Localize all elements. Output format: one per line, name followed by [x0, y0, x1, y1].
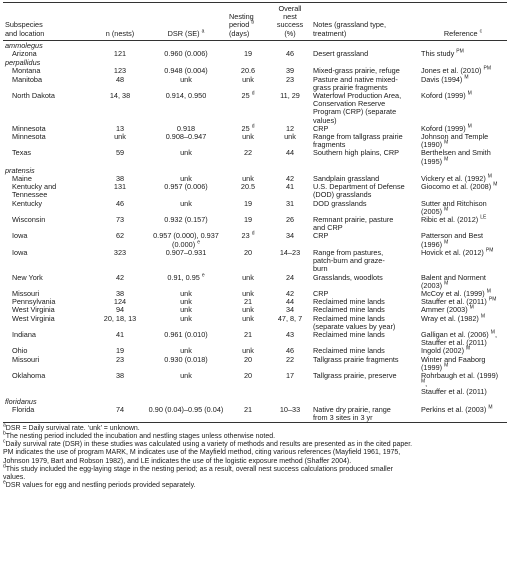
- dsr-cell: 0.948 (0.004): [164, 66, 208, 76]
- reference-cell: McCoy et al. (1999) $^M$: [421, 288, 491, 298]
- period-cell: unk: [242, 272, 254, 282]
- notes-cell: Reclaimed mine lands: [313, 346, 385, 356]
- success-cell: 41: [285, 182, 295, 192]
- reference-cell: Ammer (2003) $^M$: [421, 304, 474, 315]
- location-cell: West Virginia: [12, 305, 55, 315]
- success-cell: 11, 29: [280, 91, 300, 101]
- dsr-cell: 0.930 (0.018): [164, 354, 208, 364]
- dsr-cell: unk: [180, 370, 192, 380]
- reference-cell: Sutter and Ritchison (2005) $^M$: [421, 198, 487, 216]
- n-cell: unk: [114, 132, 126, 142]
- dsr-cell: unk: [180, 174, 192, 184]
- location-cell: Oklahoma: [12, 370, 46, 380]
- success-cell: 44: [285, 297, 295, 307]
- n-cell: 123: [113, 66, 127, 76]
- success-cell: 22: [285, 354, 295, 364]
- location-cell: Iowa: [12, 247, 28, 257]
- reference-cell: Giocomo et al. (2008) $^M$: [421, 181, 498, 192]
- location-cell: Ohio: [12, 346, 28, 356]
- table-row: [3, 406, 507, 423]
- notes-cell: CRP: [313, 231, 329, 241]
- period-cell: 20: [243, 370, 253, 380]
- notes-cell: Reclaimed mine lands: [313, 329, 385, 339]
- location-cell: Missouri: [12, 288, 40, 298]
- dsr-cell: 0.907–0.931: [165, 247, 207, 257]
- n-cell: 94: [115, 305, 125, 315]
- period-cell: 25 $^d$: [241, 123, 255, 133]
- subspecies-name: pratensis: [5, 165, 35, 175]
- location-cell: Kentucky and Tennessee: [12, 182, 57, 200]
- table-row: [3, 315, 507, 331]
- dsr-cell: 0.908–0.947: [165, 132, 207, 142]
- period-cell: 21: [243, 297, 253, 307]
- location-cell: Maine: [12, 174, 32, 184]
- dsr-cell: 0.960 (0.006): [164, 49, 208, 59]
- notes-cell: Pasture and native mixed- grass prairie fragments: [313, 74, 398, 92]
- notes-cell: Desert grassland: [313, 49, 369, 59]
- n-cell: 73: [115, 215, 125, 225]
- location-cell: West Virginia: [12, 313, 55, 323]
- reference-cell: Galligan et al. (2006) $^M$, Stauffer et al. (2011): [421, 329, 497, 348]
- success-cell: 31: [285, 198, 295, 208]
- dsr-cell: 0.932 (0.157): [164, 215, 208, 225]
- notes-cell: Reclaimed mine lands (separate values by year): [313, 313, 396, 331]
- table-row: [3, 200, 507, 216]
- notes-cell: Reclaimed mine lands: [313, 297, 385, 307]
- footnote: $^e$DSR values for egg and nestling periods provided separately.: [3, 479, 196, 489]
- success-cell: 17: [285, 370, 295, 380]
- success-cell: 26: [285, 215, 295, 225]
- notes-cell: Mixed-grass prairie, refuge: [313, 66, 400, 76]
- notes-cell: Range from tallgrass prairie fragments: [313, 132, 403, 150]
- location-cell: Arizona: [12, 49, 37, 59]
- table-row: [3, 331, 507, 347]
- period-cell: unk: [242, 174, 254, 184]
- success-cell: 47, 8, 7: [277, 313, 303, 323]
- header-notes: Notes (grassland type, treatment): [313, 20, 387, 38]
- success-cell: 43: [285, 329, 295, 339]
- table-row: [3, 356, 507, 372]
- n-cell: 13: [115, 123, 125, 133]
- notes-cell: Southern high plains, CRP: [313, 148, 399, 158]
- period-cell: 21: [243, 404, 253, 414]
- n-cell: 42: [115, 272, 125, 282]
- success-cell: 14–23: [279, 247, 301, 257]
- success-cell: 10–33: [279, 404, 301, 414]
- reference-cell: Winter and Faaborg (1999) $^M$: [421, 354, 486, 372]
- table-row: [3, 50, 507, 58]
- dsr-cell: 0.957 (0.006): [164, 182, 208, 192]
- notes-cell: Waterfowl Production Area, Conservation Reserve Program (CRP) (separate values): [313, 91, 402, 125]
- reference-cell: Hovick et al. (2012) $^{PM}$: [421, 247, 494, 257]
- success-cell: 34: [285, 305, 295, 315]
- reference-cell: Wray et al. (1982) $^M$: [421, 313, 486, 323]
- dsr-cell: unk: [180, 148, 192, 158]
- n-cell: 41: [115, 329, 125, 339]
- period-cell: unk: [242, 74, 254, 84]
- reference-cell: Jones et al. (2010) $^{PM}$: [421, 66, 491, 76]
- notes-cell: Sandplain grassland: [313, 174, 380, 184]
- dsr-cell: 0.957 (0.000), 0.937 (0.000) $^e$: [153, 231, 219, 249]
- n-cell: 20, 18, 13: [103, 313, 137, 323]
- header-row: [3, 3, 507, 41]
- n-cell: 38: [115, 174, 125, 184]
- success-cell: 34: [285, 231, 295, 241]
- notes-cell: DOD grasslands: [313, 198, 367, 208]
- success-cell: 23: [285, 74, 295, 84]
- location-cell: Kentucky: [12, 198, 43, 208]
- reference-cell: Berthelsen and Smith (1995) $^M$: [421, 148, 491, 166]
- table-row: [3, 133, 507, 149]
- reference-cell: Balent and Norment (2003) $^M$: [421, 272, 486, 290]
- period-cell: unk: [242, 288, 254, 298]
- notes-cell: Native dry prairie, range from 3 sites in 3 yr: [313, 404, 391, 422]
- notes-cell: Remnant prairie, pasture and CRP: [313, 215, 394, 233]
- table-row: [3, 372, 507, 397]
- n-cell: 124: [113, 297, 127, 307]
- header-period: Nesting period $^b$ (days): [229, 12, 255, 38]
- notes-cell: Tallgrass prairie fragments: [313, 354, 399, 364]
- n-cell: 38: [115, 288, 125, 298]
- location-cell: Wisconsin: [12, 215, 46, 225]
- reference-cell: Vickery et al. (1992) $^M$: [421, 173, 492, 184]
- dsr-cell: 0.914, 0.950: [165, 91, 207, 101]
- reference-cell: Perkins et al. (2003) $^M$: [421, 404, 493, 414]
- period-cell: unk: [242, 305, 254, 315]
- notes-cell: U.S. Department of Defense (DOD) grasslands: [313, 182, 405, 200]
- success-cell: 44: [285, 148, 295, 158]
- notes-cell: Grasslands, woodlots: [313, 272, 383, 282]
- success-cell: 46: [285, 49, 295, 59]
- table-row: [3, 183, 507, 199]
- n-cell: 131: [113, 182, 127, 192]
- footnote: $^c$Daily survival rate (DSR) in these studies was calculated using a variety of methods and results are presented as in the cited paper. PM indicates the use of program MARK, M indicates use of the Mayfield method, citing various references (Mayfield 1961, 1975, Johnson 1979, Bart and Robson 1982), and LE indicates the use of the logistic exposure method (Shaffer 2004).: [3, 439, 413, 465]
- header-success: Overall nest success (%): [276, 4, 304, 38]
- table-row: [3, 274, 507, 290]
- success-cell: 24: [285, 272, 295, 282]
- header-dsr: DSR (SE) $^a$: [167, 28, 205, 38]
- dsr-cell: unk: [180, 74, 192, 84]
- notes-cell: CRP: [313, 123, 329, 133]
- n-cell: 74: [115, 404, 125, 414]
- dsr-cell: unk: [180, 288, 192, 298]
- location-cell: Montana: [12, 66, 41, 76]
- reference-cell: Davis (1994) $^M$: [421, 74, 469, 84]
- header-n: n (nests): [105, 28, 135, 38]
- period-cell: 20.5: [240, 182, 256, 192]
- period-cell: 22: [243, 148, 253, 158]
- period-cell: 20: [243, 247, 253, 257]
- table-figure: [3, 2, 507, 490]
- dsr-cell: 0.91, 0.95 $^e$: [167, 272, 205, 282]
- location-cell: Indiana: [12, 329, 36, 339]
- location-cell: Minnesota: [12, 123, 46, 133]
- table-row: [3, 92, 507, 125]
- period-cell: 19: [243, 49, 253, 59]
- table-body: [3, 40, 507, 422]
- footnote: $^a$DSR = Daily survival rate. ‘unk’ = unknown.: [3, 422, 140, 433]
- success-cell: 42: [285, 288, 295, 298]
- n-cell: 59: [115, 148, 125, 158]
- n-cell: 14, 38: [109, 91, 131, 101]
- period-cell: 20: [243, 354, 253, 364]
- table-row: [3, 76, 507, 92]
- n-cell: 62: [115, 231, 125, 241]
- n-cell: 38: [115, 370, 125, 380]
- reference-cell: Ingold (2002) $^M$: [421, 345, 471, 356]
- subspecies-name: perpallidus: [5, 58, 41, 68]
- n-cell: 323: [113, 247, 127, 257]
- reference-cell: Koford (1999) $^M$: [421, 90, 472, 101]
- period-cell: unk: [242, 313, 254, 323]
- table-row: [3, 149, 507, 165]
- location-cell: Manitoba: [12, 74, 43, 84]
- subspecies-name: ammolegus: [5, 40, 43, 50]
- location-cell: North Dakota: [12, 91, 55, 101]
- success-cell: unk: [284, 132, 296, 142]
- footnote: $^b$The nesting period included the incubation and nestling stages unless otherwise noted.: [3, 430, 276, 441]
- success-cell: 42: [285, 174, 295, 184]
- dsr-cell: 0.918: [176, 123, 196, 133]
- success-cell: 46: [285, 346, 295, 356]
- footnote: $^d$This study included the egg-laying stage in the nesting period; as a result, overall nest success calculations produced smaller values.: [3, 463, 393, 481]
- period-cell: unk: [242, 132, 254, 142]
- notes-cell: Range from pastures, patch-burn and graze- burn: [313, 247, 385, 274]
- reference-cell: This study $^{PM}$: [421, 48, 464, 59]
- notes-cell: CRP: [313, 288, 329, 298]
- period-cell: unk: [242, 346, 254, 356]
- notes-cell: Tallgrass prairie, preserve: [313, 370, 397, 380]
- location-cell: Florida: [12, 404, 35, 414]
- reference-cell: Ribic et al. (2012) $^{LE}$: [421, 214, 487, 225]
- table-row: [3, 249, 507, 274]
- notes-cell: Reclaimed mine lands: [313, 305, 385, 315]
- n-cell: 121: [113, 49, 127, 59]
- dsr-cell: 0.961 (0.010): [164, 329, 208, 339]
- period-cell: 19: [243, 198, 253, 208]
- location-cell: Texas: [12, 148, 32, 158]
- reference-cell: Koford (1999) $^M$: [421, 123, 472, 133]
- dsr-cell: unk: [180, 297, 192, 307]
- n-cell: 19: [115, 346, 125, 356]
- period-cell: 25 $^d$: [241, 90, 255, 101]
- success-cell: 12: [285, 123, 295, 133]
- n-cell: 48: [115, 74, 125, 84]
- period-cell: 19: [243, 215, 253, 225]
- reference-cell: Patterson and Best (1996) $^M$: [421, 231, 484, 249]
- reference-cell: Rohrbaugh et al. (1999) $^M$, Stauffer et al. (2011): [421, 370, 499, 397]
- location-cell: Missouri: [12, 354, 40, 364]
- nest-success-table: [3, 2, 507, 423]
- header-reference: Reference $^c$: [443, 28, 483, 38]
- dsr-cell: 0.90 (0.04)–0.95 (0.04): [148, 404, 224, 414]
- reference-cell: Stauffer et al. (2011) $^{PM}$: [421, 296, 497, 307]
- period-cell: 23 $^d$: [241, 231, 255, 241]
- location-cell: Minnesota: [12, 132, 46, 142]
- dsr-cell: unk: [180, 305, 192, 315]
- location-cell: Pennsylvania: [12, 297, 56, 307]
- n-cell: 46: [115, 198, 125, 208]
- success-cell: 39: [285, 66, 295, 76]
- dsr-cell: unk: [180, 313, 192, 323]
- subspecies-name: floridanus: [5, 396, 37, 406]
- location-cell: New York: [12, 272, 43, 282]
- dsr-cell: unk: [180, 346, 192, 356]
- table-row: [3, 216, 507, 232]
- header-subspecies: Subspecies and location: [5, 20, 45, 38]
- location-cell: Iowa: [12, 231, 28, 241]
- footnotes: [3, 422, 507, 490]
- reference-cell: Johnson and Temple (1990) $^M$: [421, 132, 489, 150]
- period-cell: 20.6: [240, 66, 256, 76]
- n-cell: 23: [115, 354, 125, 364]
- table-row: [3, 232, 507, 248]
- dsr-cell: unk: [180, 198, 192, 208]
- period-cell: 21: [243, 329, 253, 339]
